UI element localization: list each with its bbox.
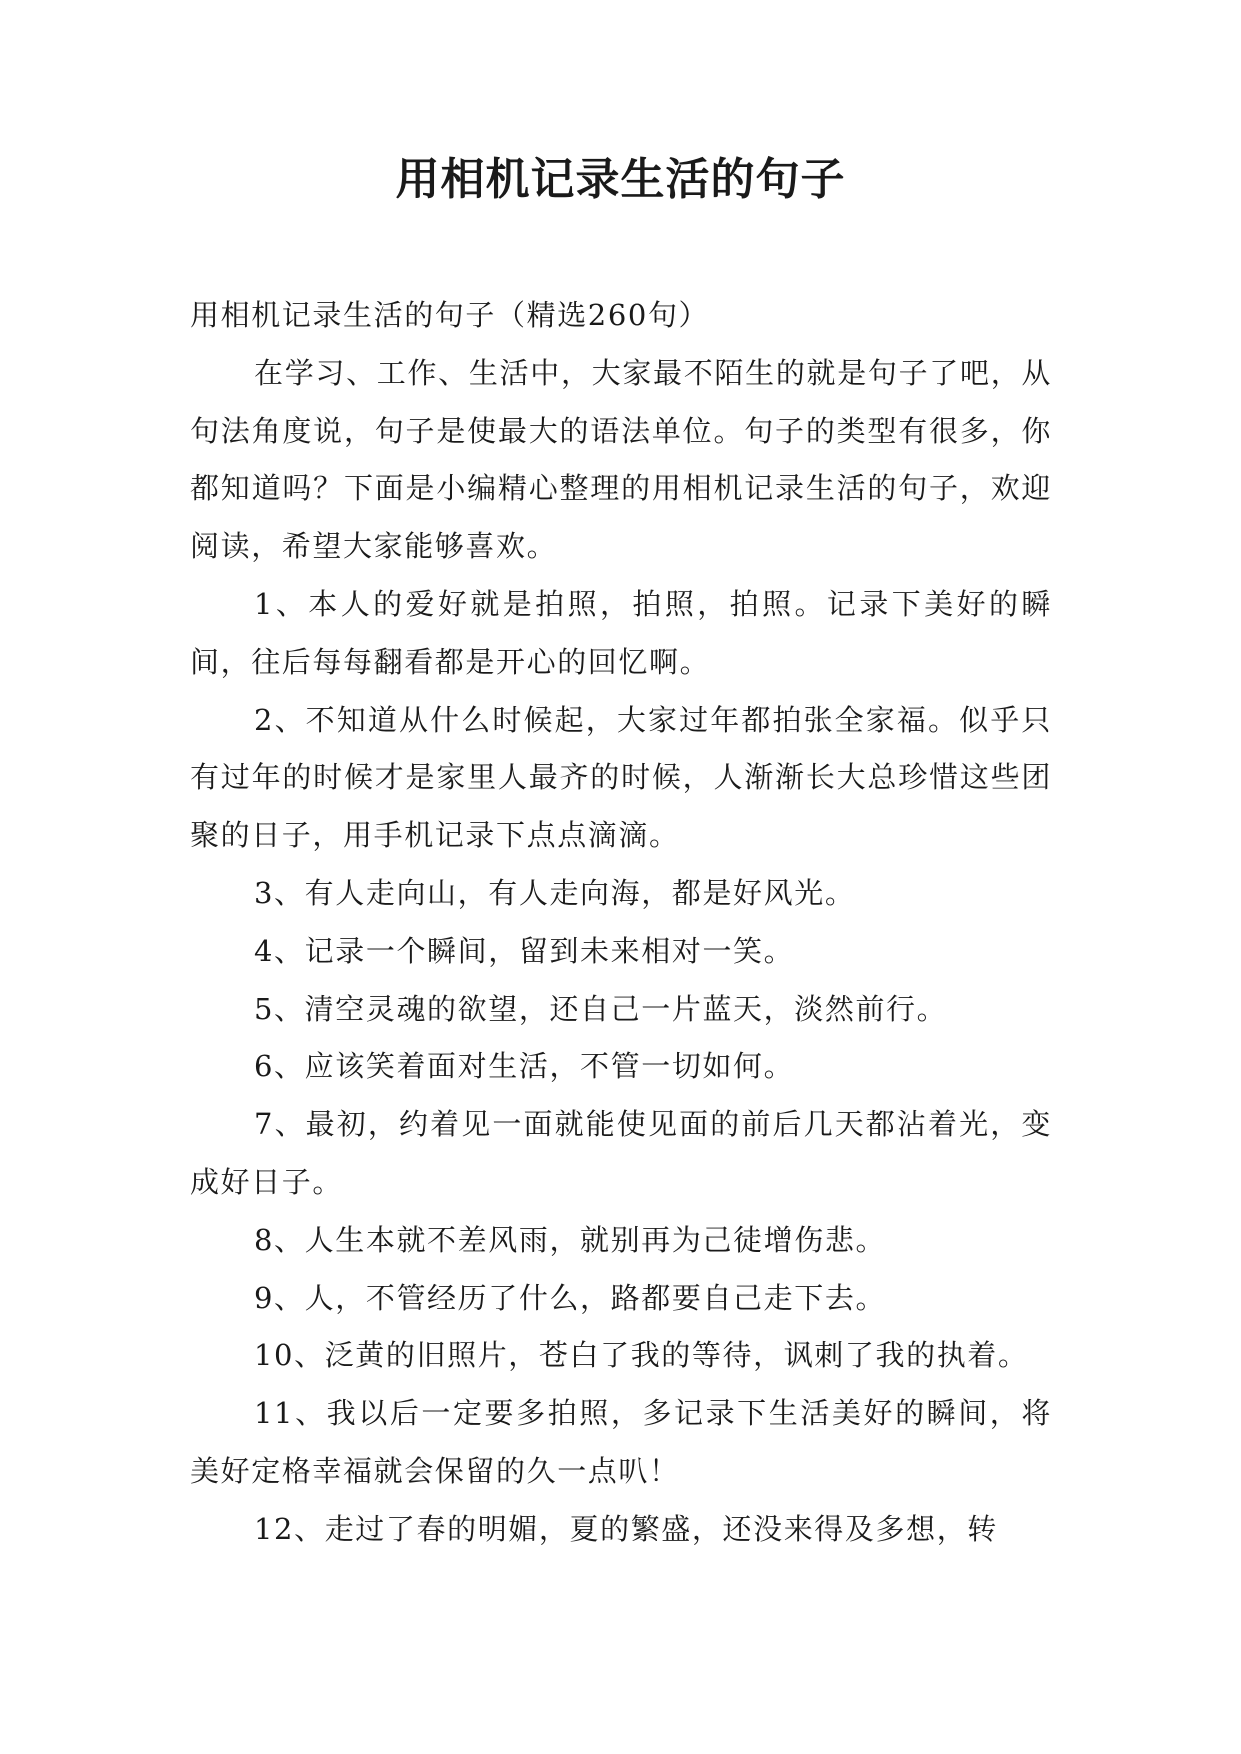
list-item: 9、人，不管经历了什么，路都要自己走下去。 xyxy=(254,1280,887,1315)
list-item: 5、清空灵魂的欲望，还自己一片蓝天，淡然前行。 xyxy=(254,991,948,1026)
list-item: 11、我以后一定要多拍照，多记录下生活美好的瞬间，将美好定格幸福就会保留的久一点叭！ xyxy=(190,1396,1052,1488)
list-item: 10、泛黄的旧照片，苍白了我的等待，讽刺了我的执着。 xyxy=(254,1338,1029,1373)
list-item: 2、不知道从什么时候起，大家过年都拍张全家福。似乎只有过年的时候才是家里人最齐的时候，人渐渐长大总珍惜这些团聚的日子，用手机记录下点点滴滴。 xyxy=(190,702,1052,853)
list-item: 6、应该笑着面对生活，不管一切如何。 xyxy=(254,1049,795,1084)
list-item: 4、记录一个瞬间，留到未来相对一笑。 xyxy=(254,933,795,968)
list-item: 1、本人的爱好就是拍照，拍照，拍照。记录下美好的瞬间，往后每每翻看都是开心的回忆啊。 xyxy=(190,586,1052,679)
list-item: 8、人生本就不差风雨，就别再为己徒增伤悲。 xyxy=(254,1222,887,1257)
page-title: 用相机记录生活的句子 xyxy=(395,154,846,205)
document-body xyxy=(190,287,1052,1559)
document-subtitle: 用相机记录生活的句子（精选260句） xyxy=(190,298,710,332)
list-item: 12、走过了春的明媚，夏的繁盛，还没来得及多想，转 xyxy=(254,1511,998,1546)
intro-paragraph: 在学习、工作、生活中，大家最不陌生的就是句子了吧，从句法角度说，句子是使最大的语法单位。句子的类型有很多，你都知道吗？下面是小编精心整理的用相机记录生活的句子，欢迎阅读，希望大家能够喜欢。 xyxy=(190,355,1052,564)
list-item: 3、有人走向山，有人走向海，都是好风光。 xyxy=(254,875,856,910)
list-item: 7、最初，约着见一面就能使见面的前后几天都沾着光，变成好日子。 xyxy=(190,1107,1052,1199)
